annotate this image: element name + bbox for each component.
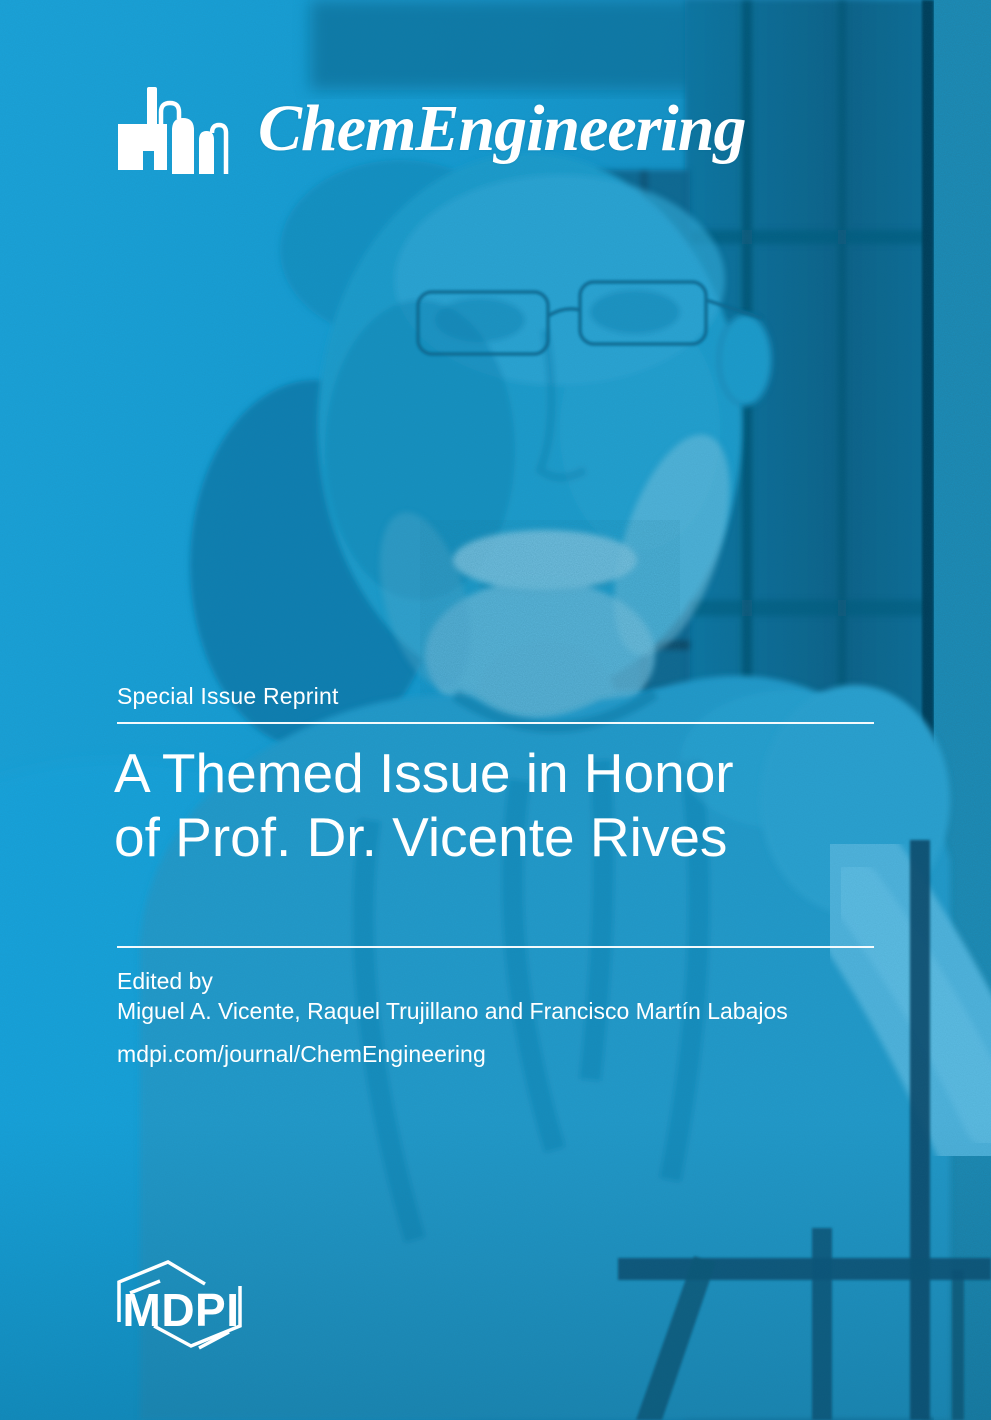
editors-names: Miguel A. Vicente, Raquel Trujillano and Francisco Martín Labajos [117,998,788,1024]
cover-title [114,741,894,869]
mdpi-hexagon-icon [110,1253,260,1358]
editors-block [117,966,788,1026]
special-issue-kicker: Special Issue Reprint [117,683,339,709]
journal-url-link[interactable]: mdpi.com/journal/ChemEngineering [117,1041,486,1067]
chemical-plant-icon [115,85,230,177]
divider-top [117,722,874,724]
mdpi-logo-text: MDPI [122,1284,240,1336]
cover-title-line1: A Themed Issue in Honor [114,742,734,804]
divider-bottom [117,946,874,948]
edited-by-label: Edited by [117,968,213,994]
journal-wordmark: ChemEngineering [258,92,746,165]
cover-title-line2: of Prof. Dr. Vicente Rives [114,806,728,868]
